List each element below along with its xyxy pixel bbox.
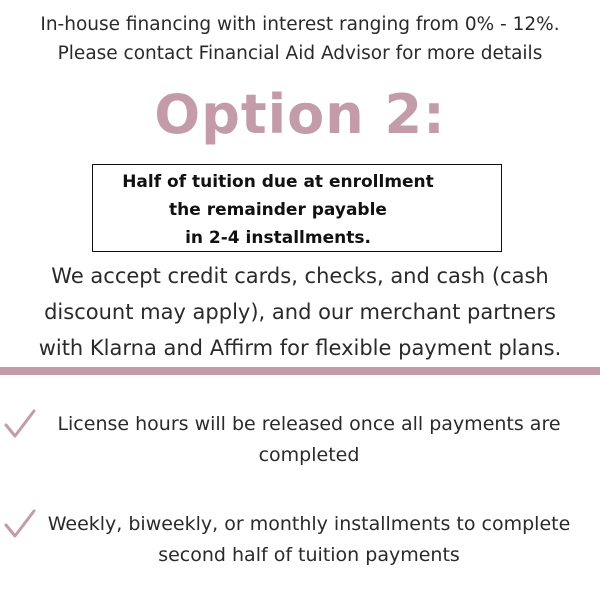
payment-line-2: discount may apply), and our merchant partners bbox=[44, 300, 556, 324]
checklist-item-line-1: License hours will be released once all payments are bbox=[57, 413, 561, 435]
payment-line-1: We accept credit cards, checks, and cash (cash bbox=[51, 264, 549, 288]
payment-methods-text bbox=[0, 258, 600, 366]
plan-line-3: in 2-4 installments. bbox=[185, 228, 371, 248]
checklist-item-line-1: Weekly, biweekly, or monthly installments to complete bbox=[47, 513, 571, 535]
payment-line-3: with Klarna and Affirm for flexible payment plans. bbox=[38, 336, 562, 360]
checklist-item-line-2: second half of tuition payments bbox=[158, 544, 460, 566]
plan-line-2: the remainder payable bbox=[169, 200, 387, 220]
checklist-item-line-2: completed bbox=[258, 444, 360, 466]
financing-intro bbox=[0, 10, 600, 68]
intro-line-1: In-house financing with interest ranging from 0% - 12%. bbox=[40, 14, 560, 35]
plan-summary-box bbox=[92, 164, 502, 252]
option-title: Option 2: bbox=[154, 83, 446, 146]
intro-line-2: Please contact Financial Aid Advisor for more details bbox=[57, 43, 543, 64]
section-divider bbox=[0, 367, 600, 375]
plan-line-1: Half of tuition due at enrollment bbox=[122, 172, 434, 192]
